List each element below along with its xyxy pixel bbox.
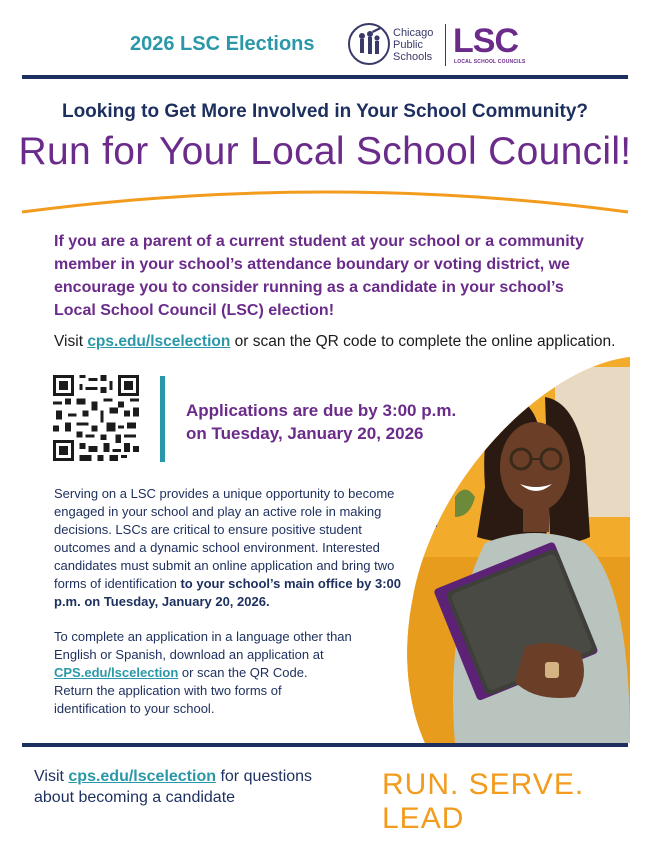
visit-line: Visit cps.edu/lscelection or scan the QR code to complete the online application. (54, 333, 616, 350)
lscelection-link[interactable]: cps.edu/lscelection (87, 333, 231, 350)
orange-arc-divider (0, 178, 650, 218)
candidate-photo (405, 357, 630, 743)
body-paragraph-2: To complete an application in a language other than English or Spanish, download an application at CPS.edu/lscelection or scan the QR Code. Return the application with two forms of identification to your school. (54, 629, 352, 716)
intro-paragraph: If you are a parent of a current student at your school or a community member in your school’s attendance boundary or voting district, we encourage you to consider running as a candidate in your school’s Local School Council (LSC) election! (54, 233, 584, 319)
body-paragraph-1: Serving on a LSC provides a unique opportunity to become engaged in your school and play an active role in making decisions. LSCs are critical to ensure positive student outcomes and a dynamic school environment. Interested candidates must submit an online application and bring two forms of identification to your school’s main office by 3:00 p.m. on Tuesday, January 20, 2026. (54, 486, 402, 609)
election-title: 2026 LSC Elections (130, 33, 315, 55)
header (0, 0, 650, 74)
cps-logo-icon (347, 22, 391, 66)
hero-kicker: Looking to Get More Involved in Your School Community? (61, 101, 589, 122)
logo-divider (445, 24, 446, 66)
teal-accent-bar (160, 376, 165, 462)
footer-text: Visit cps.edu/lscelection for questions about becoming a candidate (34, 768, 313, 806)
lsc-logo-subtitle: LOCAL SCHOOL COUNCILS (454, 59, 526, 65)
footer-lscelection-link[interactable]: cps.edu/lscelection (68, 768, 216, 785)
lscelection-download-link[interactable]: CPS.edu/lscelection (54, 665, 179, 680)
bottom-divider (22, 743, 628, 747)
lsc-logo: LSC (453, 22, 518, 60)
qr-code-icon[interactable] (53, 375, 139, 461)
top-divider (22, 75, 628, 79)
hero-headline: Run for Your Local School Council! (18, 130, 632, 173)
cps-logo-text: Chicago Public Schools (393, 27, 434, 63)
footer-slogan: RUN. SERVE. LEAD (382, 768, 585, 835)
deadline-callout: Applications are due by 3:00 p.m. on Tuesday, January 20, 2026 (186, 401, 457, 443)
